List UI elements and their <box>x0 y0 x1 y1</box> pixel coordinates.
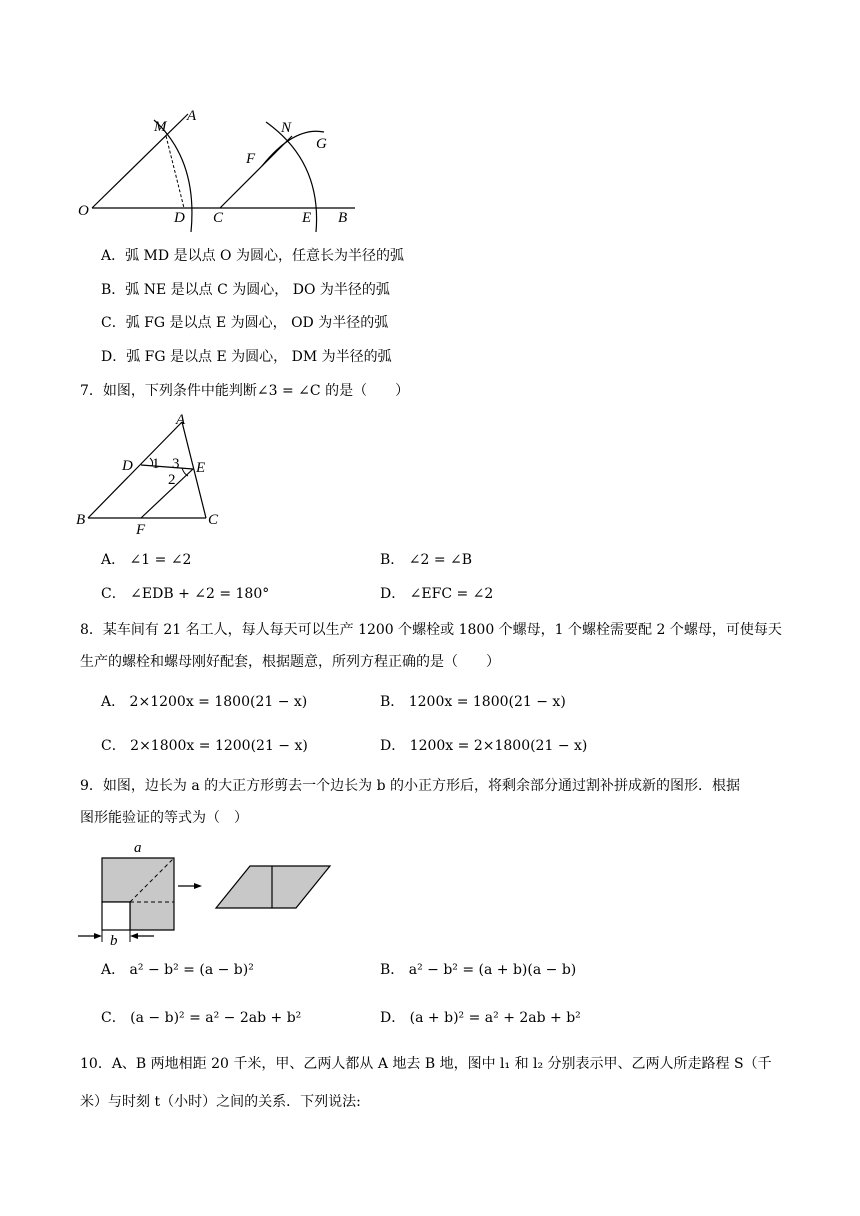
label-N: N <box>281 120 292 136</box>
label-angle-1: 1 <box>152 456 160 472</box>
q10-stem-line-2: 米）与时刻 t（小时）之间的关系．下列说法: <box>80 1094 361 1110</box>
q8-stem-line-1: 8．某车间有 21 名工人，每人每天可以生产 1200 个螺栓或 1800 个螺母，1 个螺栓需要配 2 个螺母，可使每天 <box>80 622 782 638</box>
label-A: A <box>176 412 186 428</box>
label-G: G <box>316 136 327 152</box>
label-C: C <box>213 210 224 226</box>
label-D: D <box>122 458 133 474</box>
label-B: B <box>338 210 348 226</box>
label-F: F <box>136 522 146 538</box>
q6-option-b[interactable]: B．弧 NE 是以点 C 为圆心， DO 为半径的弧 <box>101 282 390 298</box>
q8-option-c[interactable]: C． 2×1800x = 1200(21 − x) <box>101 738 308 754</box>
label-b: b <box>110 933 118 949</box>
q10-stem-line-1: 10．A、B 两地相距 20 千米，甲、乙两人都从 A 地去 B 地，图中 l₁ 和 l₂ 分别表示甲、乙两人所走路程 S（千 <box>80 1056 772 1072</box>
q6-option-c[interactable]: C．弧 FG 是以点 E 为圆心， OD 为半径的弧 <box>101 315 389 331</box>
q6-option-d[interactable]: D．弧 FG 是以点 E 为圆心， DM 为半径的弧 <box>101 349 392 365</box>
q6-option-a[interactable]: A．弧 MD 是以点 O 为圆心，任意长为半径的弧 <box>101 248 404 264</box>
label-C: C <box>208 512 219 528</box>
q8-option-b[interactable]: B． 1200x = 1800(21 − x) <box>380 694 566 710</box>
label-A: A <box>187 108 197 124</box>
q9-option-d[interactable]: D． (a + b)² = a² + 2ab + b² <box>380 1010 581 1026</box>
label-angle-3: 3 <box>172 456 180 472</box>
q8-stem-line-2: 生产的螺栓和螺母刚好配套，根据题意，所列方程正确的是（ ） <box>80 654 500 670</box>
q9-option-c[interactable]: C． (a − b)² = a² − 2ab + b² <box>101 1010 302 1026</box>
label-O: O <box>78 203 89 219</box>
q7-stem: 7．如图，下列条件中能判断∠3 = ∠C 的是（ ） <box>80 383 410 399</box>
label-B: B <box>76 512 86 528</box>
q7-option-a[interactable]: A． ∠1 = ∠2 <box>101 552 192 568</box>
q9-stem-line-2: 图形能验证的等式为（ ） <box>80 810 248 826</box>
q9-stem-line-1: 9．如图，边长为 a 的大正方形剪去一个边长为 b 的小正方形后，将剩余部分通过割补拼成新的图形．根据 <box>80 778 741 794</box>
figure-q6-construction <box>70 100 370 230</box>
q8-option-a[interactable]: A． 2×1200x = 1800(21 − x) <box>101 694 308 710</box>
q7-option-d[interactable]: D． ∠EFC = ∠2 <box>380 586 494 602</box>
label-a: a <box>134 840 142 856</box>
q9-option-b[interactable]: B． a² − b² = (a + b)(a − b) <box>380 962 577 978</box>
label-E: E <box>196 460 206 476</box>
label-F: F <box>246 151 256 167</box>
label-angle-2: 2 <box>168 472 176 488</box>
figure-q7-triangle <box>72 410 232 540</box>
label-M: M <box>154 119 167 135</box>
figure-q9-squares <box>74 838 344 948</box>
q7-option-b[interactable]: B． ∠2 = ∠B <box>380 552 473 568</box>
q9-option-a[interactable]: A． a² − b² = (a − b)² <box>101 962 254 978</box>
q7-option-c[interactable]: C． ∠EDB + ∠2 = 180° <box>101 586 270 602</box>
q8-option-d[interactable]: D． 1200x = 2×1800(21 − x) <box>380 738 588 754</box>
label-E: E <box>302 210 312 226</box>
label-D: D <box>174 210 185 226</box>
